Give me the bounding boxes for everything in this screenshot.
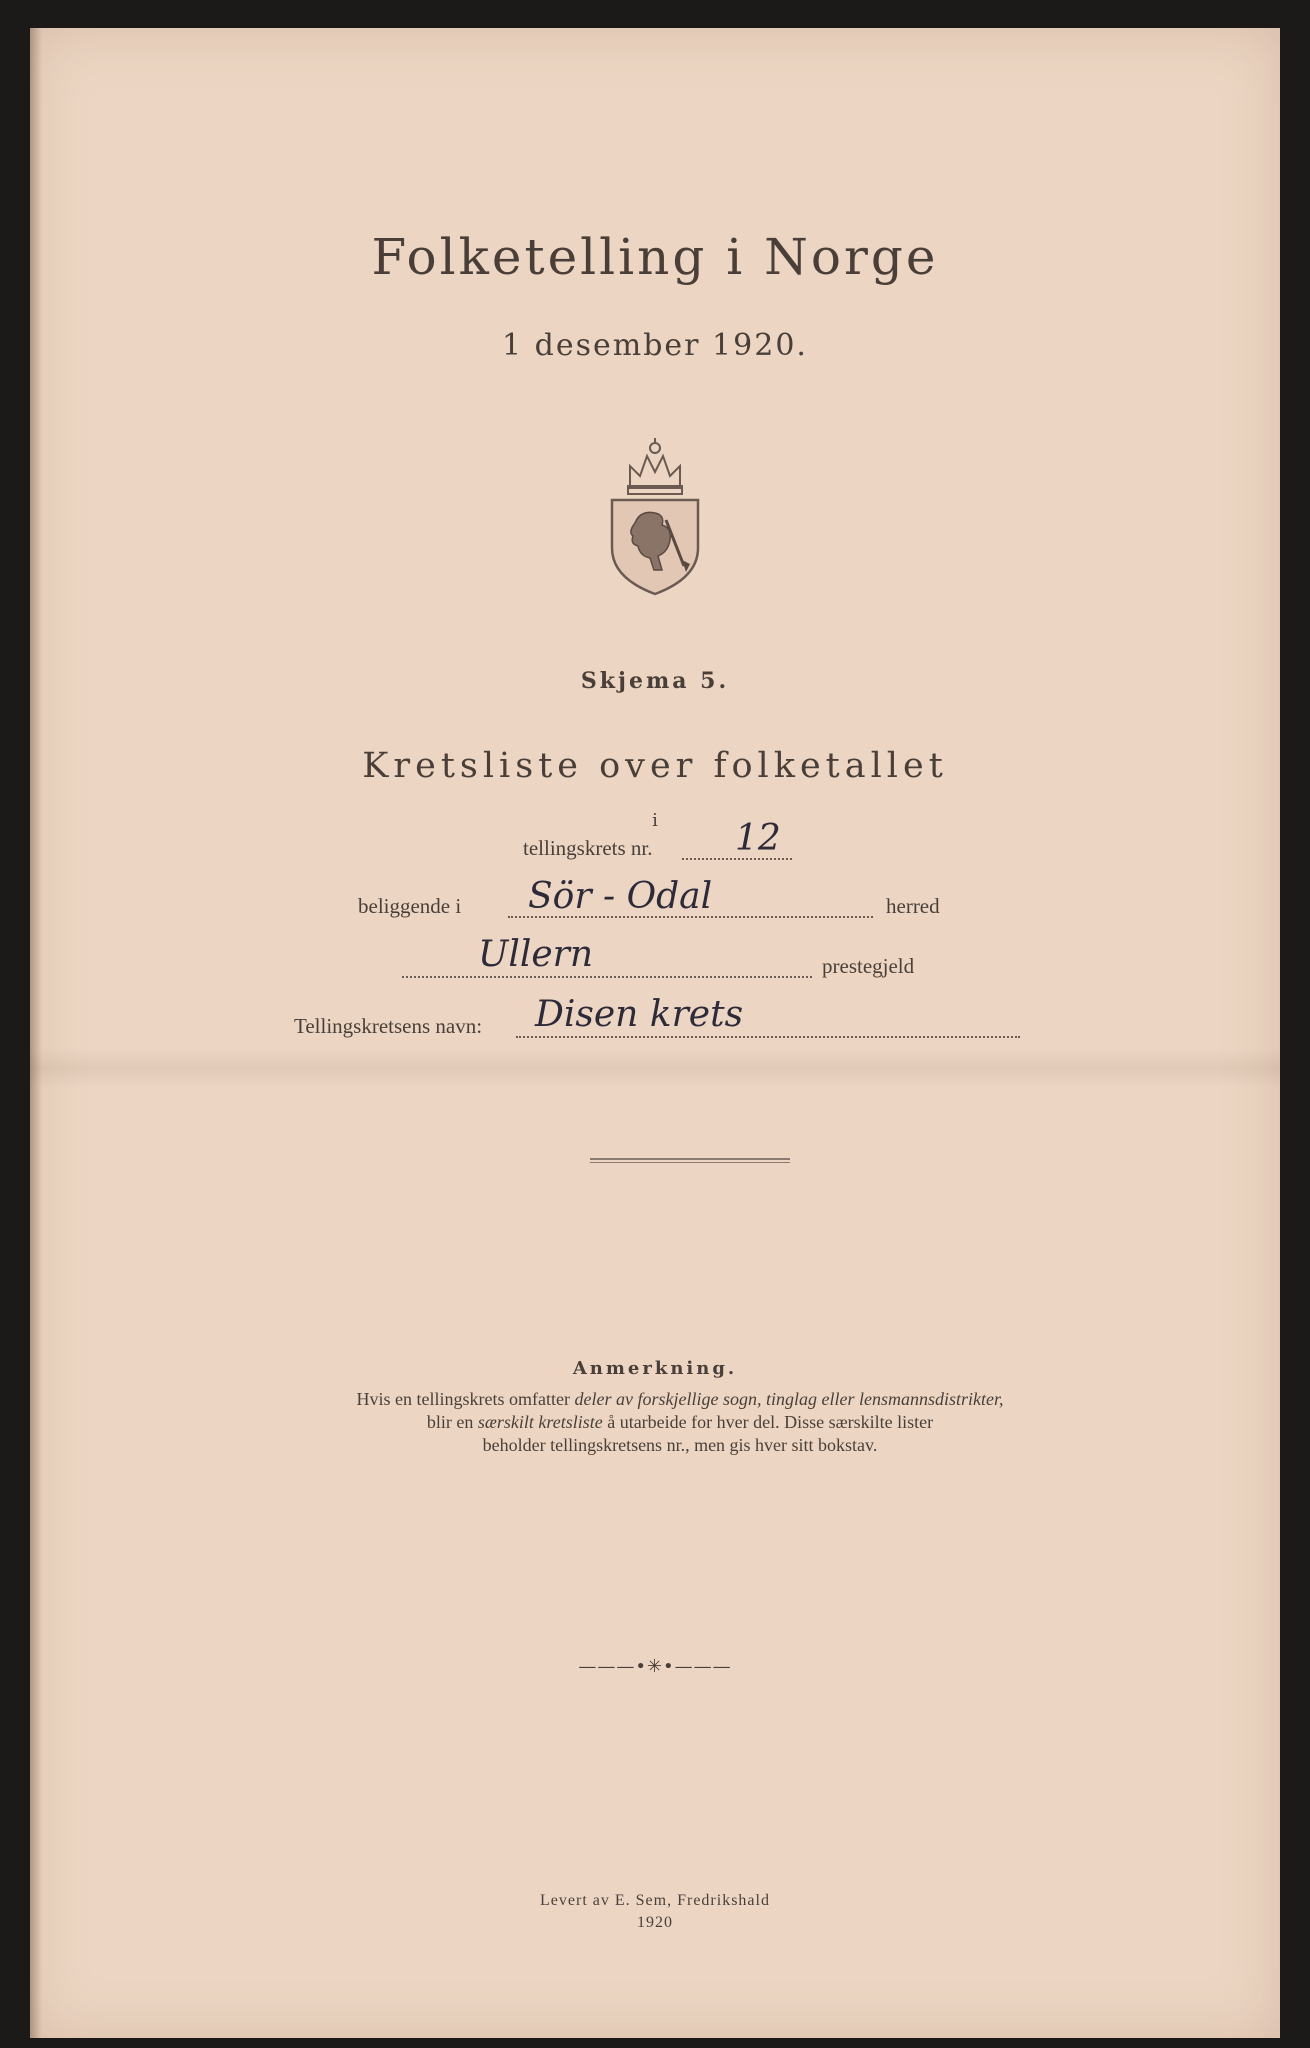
census-form-page (30, 28, 1280, 2038)
ornament-divider: ———•✳•——— (578, 1656, 732, 1677)
note-line-2-emphasis: særskilt kretsliste (477, 1412, 603, 1432)
prestegjeld-suffix-label: prestegjeld (822, 954, 915, 978)
krets-nr-value: 12 (735, 818, 781, 859)
form-title: Folketelling i Norge (371, 228, 939, 286)
krets-navn-line (516, 1036, 1020, 1038)
norwegian-coat-of-arms-icon (600, 428, 710, 598)
krets-navn-value: Disen krets (535, 994, 744, 1035)
herred-value: Sör - Odal (528, 876, 713, 917)
printer-imprint (30, 1890, 1280, 1934)
krets-navn-label: Tellingskretsens navn: (294, 1014, 483, 1038)
note-line-1-text: Hvis en tellingskrets omfatter (356, 1389, 575, 1409)
divider-rule-thin (590, 1162, 790, 1163)
census-date: 1 desember 1920. (502, 328, 808, 363)
prestegjeld-value: Ullern (478, 934, 594, 975)
form-heading: Kretsliste over folketallet (362, 746, 948, 786)
herred-suffix-label: herred (886, 894, 940, 918)
note-line-1-emphasis: deler av forskjellige sogn, tinglag eller lensmannsdistrikter, (574, 1389, 1004, 1409)
note-line-2-text-c: å utarbeide for hver del. Disse særskilte lister (602, 1412, 934, 1432)
note-line-2 (230, 1411, 1130, 1434)
preposition-i: i (652, 810, 658, 831)
imprint-year: 1920 (637, 1914, 673, 1931)
note-line-1 (230, 1388, 1130, 1411)
krets-nr-label: tellingskrets nr. (523, 836, 653, 860)
schema-number: Skjema 5. (580, 668, 730, 694)
note-line-3: beholder tellingskretsens nr., men gis hver sitt bokstav. (482, 1435, 878, 1455)
divider-rule (590, 1158, 790, 1160)
note-title: Anmerkning. (572, 1358, 738, 1379)
note-body (230, 1388, 1130, 1457)
imprint-line-1: Levert av E. Sem, Fredrikshald (540, 1892, 770, 1909)
note-line-2-text-a: blir en (426, 1412, 478, 1432)
page-fold (30, 1048, 1280, 1088)
prestegjeld-line (402, 976, 812, 978)
herred-prefix-label: beliggende i (358, 894, 462, 918)
